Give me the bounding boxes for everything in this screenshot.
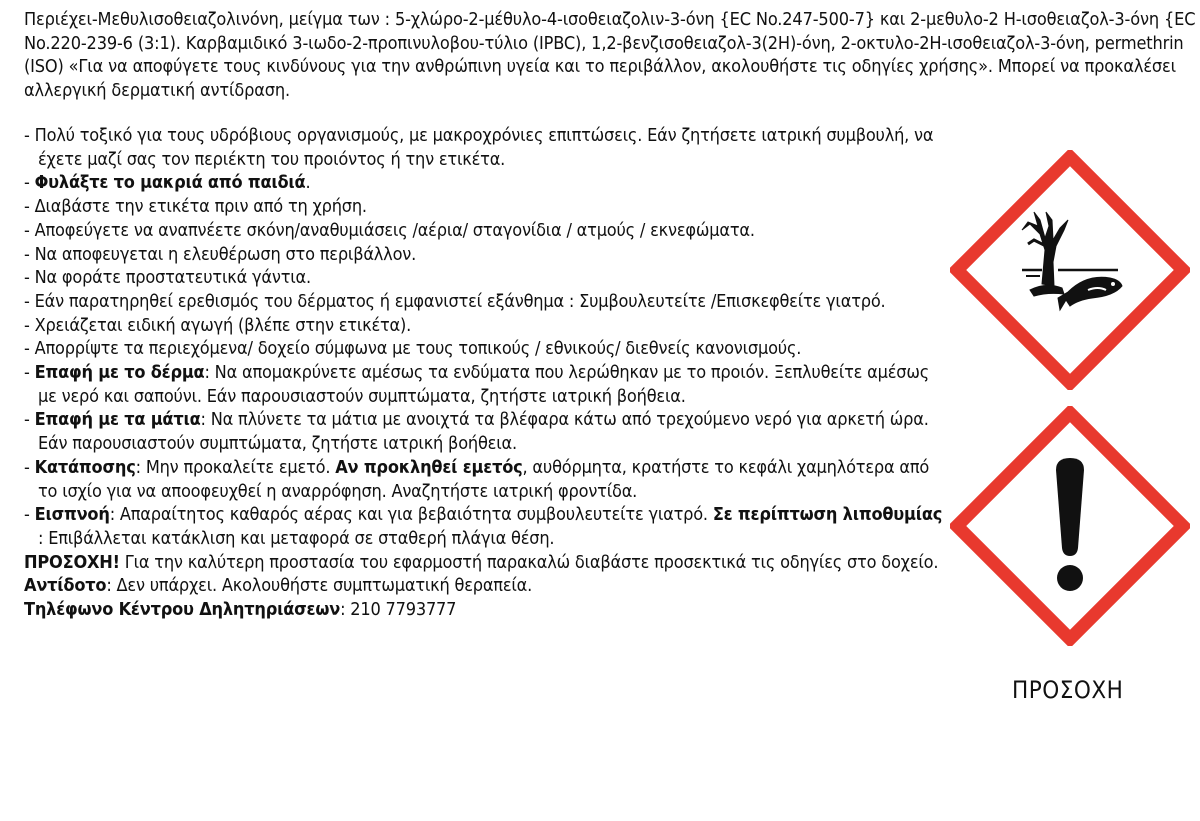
bold-fainting: Σε περίπτωση λιποθυμίας (712, 504, 943, 526)
bullet-suffix: . (305, 172, 311, 194)
eye-contact-statement (24, 408, 944, 455)
ingestion-text: : Μην προκαλείτε εμετό. (135, 456, 336, 478)
hazard-statement-aquatic: - Πολύ τοξικό για τους υδρόβιους οργανισμούς, με μακροχρόνιες επιπτώσεις. Εάν ζητήσετε ιατρική συμβουλή, να έχετε μαζί σας τον περιέκτη του προιόντος ή την ετικέτα. (24, 125, 934, 170)
composition-paragraph: Περιέχει-Μεθυλισοθειαζολινόνη, μείγμα των : 5-χλώρο-2-μέθυλο-4-ισοθειαζολιν-3-όνη {EC No.247-500-7} και 2-μεθυλο-2 Η-ισοθειαζολ-3-όνη {EC No.220-239-6 (3:1). Καρβαμιδικό 3-ιωδο-2-προπινυλοβου-τύλιο (IPBC), 1,2-βενζισοθειαζολ-3(2H)-όνη, 2-οκτυλο-2Η-ισοθειαζολ-3-όνη, permethrin (ISO) «Για να αποφύγετε τους κινδύνους για την ανθρώπινη υγεία και το περιβάλλον, ακολουθήστε τις οδηγίες χρήσης». Μπορεί να προκαλέσει αλλεργική δερματική αντίδραση. (24, 9, 1196, 101)
signal-word: ΠΡΟΣΟΧΗ (1012, 676, 1124, 704)
antidote-text: : Δεν υπάρχει. Ακολουθήστε συμπτωματική θεραπεία. (106, 575, 533, 597)
warning-bold: ΠΡΟΣΟΧΗ! (24, 551, 120, 573)
skin-irritation-statement: - Εάν παρατηρηθεί ερεθισμός του δέρματος ή εμφανιστεί εξάνθημα : Συμβουλευτείτε /Επισκεφθείτε γιατρό. (24, 290, 886, 312)
disposal-statement: - Απορρίψτε τα περιεχόμενα/ δοχείο σύμφωνα με τους τοπικούς / εθνικούς/ διεθνείς κανονισμούς. (24, 338, 802, 360)
bullet-prefix: - (24, 409, 35, 431)
antidote-bold: Αντίδοτο (24, 575, 107, 597)
ingestion-statement (24, 456, 944, 503)
vomiting-text: , αυθόρμητα, κρατήστε το κεφάλι χαμηλότερα από το ισχίο για να αποοφευχθεί η αναρρόφηση. Αναζητήστε ιατρική φροντίδα. (38, 456, 930, 502)
exclamation-mark-icon (950, 406, 1190, 646)
precautions-list (24, 124, 944, 551)
avoid-breathing-statement: - Αποφεύγετε να αναπνέετε σκόνη/αναθυμιάσεις /αέρια/ σταγονίδια / ατμούς / εκνεφώματα. (24, 219, 755, 241)
bullet-prefix: - (24, 504, 35, 526)
inhalation-statement (24, 503, 944, 550)
poison-center-label: Τηλέφωνο Κέντρου Δηλητηριάσεων (24, 599, 341, 621)
bold-vomiting: Αν προκληθεί εμετός (335, 456, 523, 478)
bold-eye-contact: Επαφή με τα μάτια (34, 409, 201, 431)
skin-contact-text: : Να απομακρύνετε αμέσως τα ενδύματα που λερώθηκαν με το προιόν. Ξεπλυθείτε αμέσως με νερό και σαπούνι. Εάν παρουσιαστούν συμπτώματα, ζητήστε ιατρική βοήθεια. (38, 362, 930, 407)
poison-center-number: : 210 7793777 (340, 599, 457, 621)
fainting-text: : Επιβάλλεται κατάκλιση και μεταφορά σε σταθερή πλάγια θέση. (38, 527, 555, 549)
eye-contact-text: : Να πλύνετε τα μάτια με ανοιχτά τα βλέφαρα κάτω από τρεχούμενο νερό για αρκετή ώρα. Εάν παρουσιαστούν συμπτώματα, ζητήστε ιατρική βοήθεια. (38, 409, 929, 455)
ghs-pictograms (950, 150, 1190, 646)
environment-hazard-icon (950, 150, 1190, 390)
wear-gloves-statement: - Να φοράτε προστατευτικά γάντια. (24, 267, 311, 289)
poison-center-line (24, 598, 964, 622)
avoid-release-statement: - Να αποφευγεται η ελευθέρωση στο περιβάλλον. (24, 243, 417, 265)
bold-skin-contact: Επαφή με το δέρμα (34, 362, 205, 384)
bold-inhalation: Εισπνοή (34, 504, 110, 526)
read-label-statement: - Διαβάστε την ετικέτα πριν από τη χρήση. (24, 196, 367, 218)
warning-text: Για την καλύτερη προστασία του εφαρμοστή παρακαλώ διαβάστε προσεκτικά τις οδηγίες στο δοχείο. (119, 551, 939, 573)
specific-treatment-statement: - Χρειάζεται ειδική αγωγή (βλέπε στην ετικέτα). (24, 314, 412, 336)
bullet-prefix: - (24, 172, 35, 194)
bold-ingestion: Κατάποσης (34, 456, 136, 478)
bold-keep-away: Φυλάξτε το μακριά από παιδιά (34, 172, 306, 194)
keep-away-from-children (24, 171, 944, 195)
bullet-prefix: - (24, 456, 35, 478)
skin-contact-statement (24, 361, 944, 408)
warning-antidote-paragraph (24, 551, 964, 598)
bullet-prefix: - (24, 362, 35, 384)
inhalation-text: : Απαραίτητος καθαρός αέρας και για βεβαιότητα συμβουλευτείτε γιατρό. (109, 504, 713, 526)
